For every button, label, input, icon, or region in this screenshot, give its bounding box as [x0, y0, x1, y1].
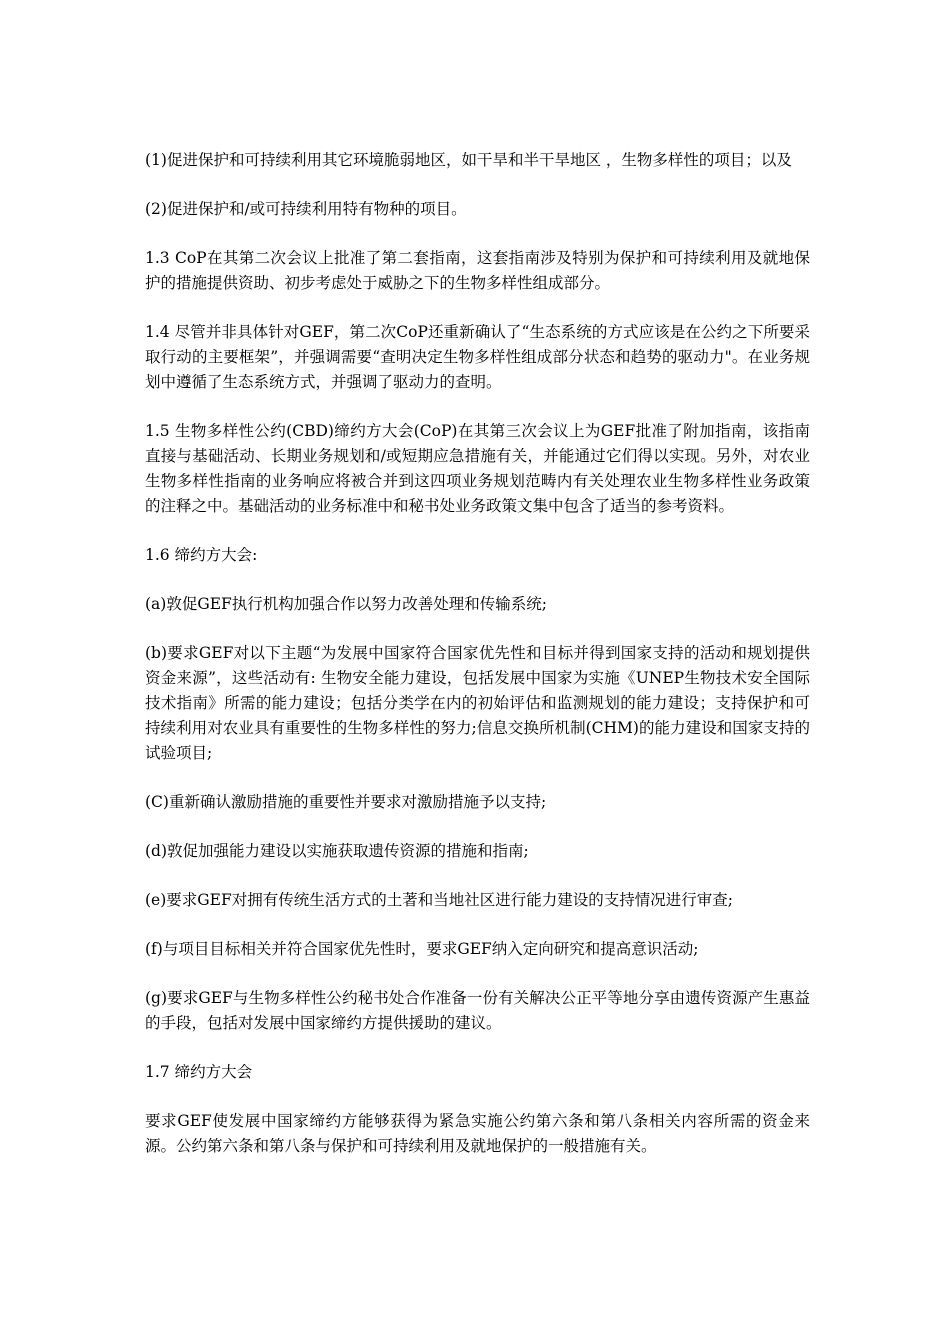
paragraph-section-1-6-heading: 1.6 缔约方大会: — [145, 546, 258, 564]
paragraph-item-f: (f)与项目目标相关并符合国家优先性时，要求GEF纳入定向研究和提高意识活动; — [145, 940, 699, 958]
paragraph-section-1-5: 1.5 生物多样性公约(CBD)缔约方大会(CoP)在其第三次会议上为GEF批准了附加指南，该指南直接与基础活动、长期业务规划和/或短期应急措施有关，并能通过它们得以实现。另外，对农业生物多样性指南的业务响应将被合并到这四项业务规划范畴内有关处理农业生物多样性业务政策的注释之中。基础活动的业务标准中和秘书处业务政策文集中包含了适当的参考资料。 — [145, 422, 810, 515]
document-body — [145, 148, 810, 1183]
paragraph-section-1-7-heading: 1.7 缔约方大会 — [145, 1063, 253, 1081]
paragraph-item-b: (b)要求GEF对以下主题“为发展中国家符合国家优先性和目标并得到国家支持的活动和规划提供资金来源”，这些活动有: 生物安全能力建设，包括发展中国家为实施《UNEP生物技术安全国际技术指南》所需的能力建设；包括分类学在内的初始评估和监测规划的能力建设；支持保护和可持续利用对农业具有重要性的生物多样性的努力;信息交换所机制(CHM)的能力建设和国家支持的试验项目; — [145, 644, 810, 762]
paragraph-section-1-7-body: 要求GEF使发展中国家缔约方能够获得为紧急实施公约第六条和第八条相关内容所需的资金来源。公约第六条和第八条与保护和可持续利用及就地保护的一般措施有关。 — [145, 1112, 810, 1155]
paragraph-item-2: (2)促进保护和/或可持续利用特有物种的项目。 — [145, 200, 467, 218]
paragraph-item-e: (e)要求GEF对拥有传统生活方式的土著和当地社区进行能力建设的支持情况进行审查; — [145, 891, 733, 909]
paragraph-item-d: (d)敦促加强能力建设以实施获取遗传资源的措施和指南; — [145, 842, 529, 860]
paragraph-item-1: (1)促进保护和可持续利用其它环境脆弱地区，如干旱和半干旱地区 ，生物多样性的项目；以及 — [145, 151, 792, 169]
paragraph-section-1-4: 1.4 尽管并非具体针对GEF，第二次CoP还重新确认了“生态系统的方式应该是在公约之下所要采取行动的主要框架”，并强调需要“查明决定生物多样性组成部分状态和趋势的驱动力"。在业务规划中遵循了生态系统方式，并强调了驱动力的查明。 — [145, 323, 810, 391]
paragraph-item-g: (g)要求GEF与生物多样性公约秘书处合作准备一份有关解决公正平等地分享由遗传资源产生惠益的手段，包括对发展中国家缔约方提供援助的建议。 — [145, 989, 810, 1032]
paragraph-item-c: (C)重新确认激励措施的重要性并要求对激励措施予以支持; — [145, 793, 547, 811]
paragraph-section-1-3: 1.3 CoP在其第二次会议上批准了第二套指南，这套指南涉及特别为保护和可持续利用及就地保护的措施提供资助、初步考虑处于威胁之下的生物多样性组成部分。 — [145, 249, 810, 292]
paragraph-item-a: (a)敦促GEF执行机构加强合作以努力改善处理和传输系统; — [145, 595, 548, 613]
